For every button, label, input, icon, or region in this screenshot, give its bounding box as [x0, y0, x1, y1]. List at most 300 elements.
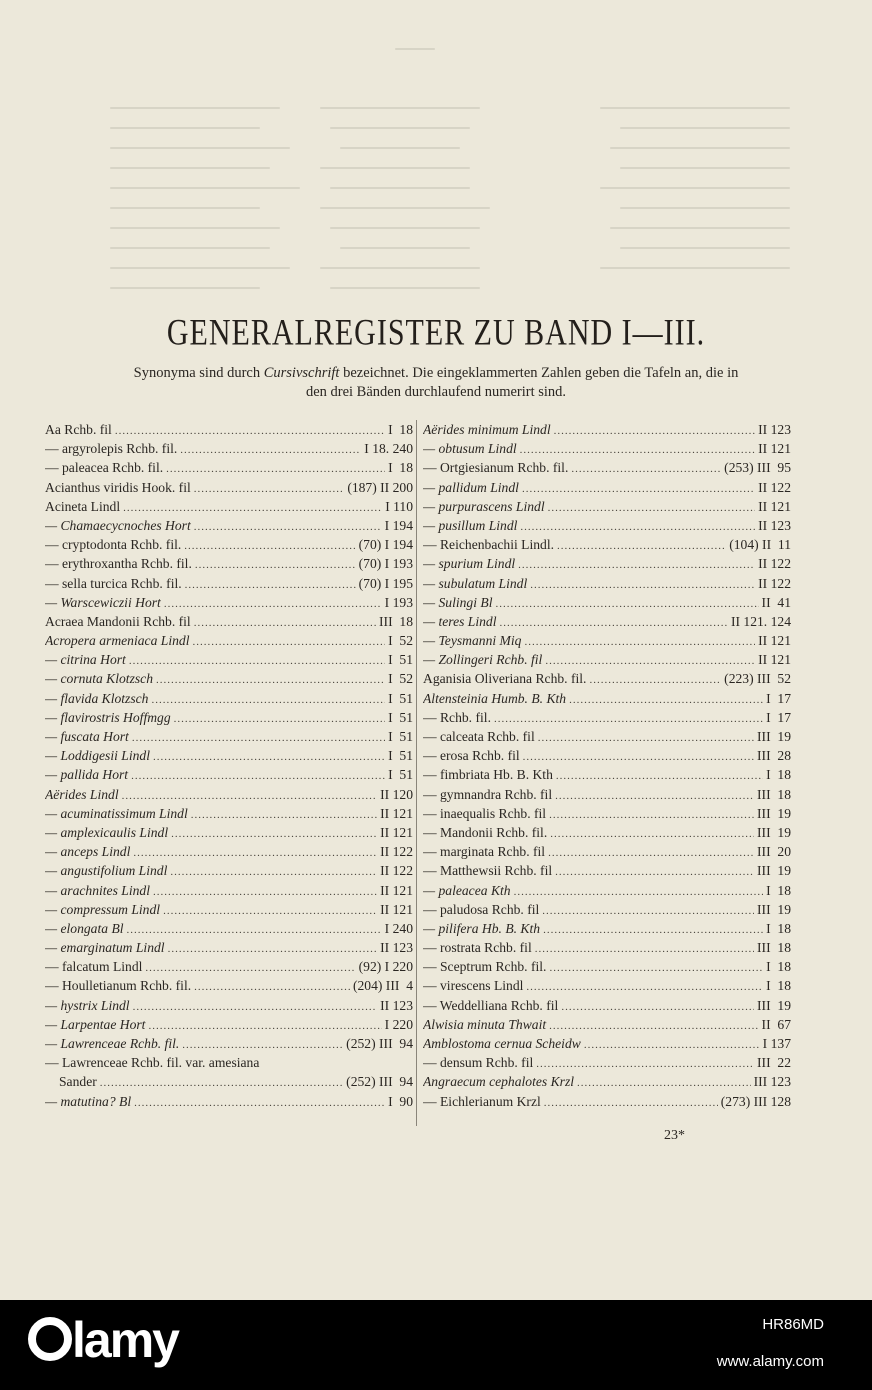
dot-leader — [171, 828, 377, 840]
entry-reference: III 18 — [757, 786, 791, 802]
dot-leader — [168, 943, 378, 955]
index-entry — [45, 1074, 413, 1093]
entry-reference: III 19 — [757, 729, 791, 744]
index-column-left — [45, 422, 413, 1113]
dot-leader — [148, 1020, 381, 1032]
index-entry — [423, 806, 791, 825]
watermark-url: www.alamy.com — [716, 1353, 824, 1370]
entry-name: — Teysmanni Miq — [423, 633, 522, 649]
entry-reference: (252) III 94 — [346, 1036, 413, 1051]
dot-leader — [194, 483, 345, 495]
dot-leader — [530, 579, 755, 591]
index-entry — [423, 940, 791, 959]
index-column-right — [423, 422, 791, 1113]
dot-leader — [557, 540, 726, 552]
dot-leader — [192, 636, 385, 648]
entry-name: — Mandonii Rchb. fil. — [423, 824, 548, 840]
page-number: 23* — [664, 1128, 685, 1143]
watermark-banner — [0, 1300, 872, 1390]
entry-reference: I 18 — [388, 460, 413, 476]
entry-name: — virescens Lindl — [423, 978, 524, 994]
entry-name: — paludosa Rchb. fil — [423, 901, 540, 917]
dot-leader — [524, 636, 755, 648]
entry-name: — acuminatissimum Lindl — [45, 805, 188, 821]
entry-reference: I 17 — [766, 690, 791, 706]
dot-leader — [500, 617, 728, 629]
entry-reference: III 28 — [757, 748, 791, 764]
entry-name: — pallidum Lindl — [423, 479, 519, 495]
logo-text: lamy — [72, 1312, 178, 1368]
dot-leader — [194, 617, 376, 629]
entry-name: — hystrix Lindl — [45, 997, 130, 1013]
index-entry — [45, 806, 413, 825]
entry-reference: I 18 — [388, 422, 413, 437]
entry-reference: (273) III 128 — [720, 1093, 791, 1109]
entry-name: — compressum Lindl — [45, 901, 161, 917]
alamy-logo — [28, 1310, 178, 1370]
index-entry — [423, 422, 791, 441]
entry-reference: II 122 — [758, 479, 791, 495]
entry-reference: (223) III 52 — [724, 671, 791, 687]
entry-name: — pallida Hort — [45, 767, 129, 783]
entry-name: — densum Rchb. fil — [423, 1055, 534, 1071]
index-entry — [45, 480, 413, 499]
entry-reference: III 19 — [757, 824, 791, 840]
index-entry — [423, 921, 791, 940]
index-entry — [423, 480, 791, 499]
entry-reference: I 240 — [384, 920, 413, 936]
entry-reference: I 17 — [766, 709, 791, 725]
entry-name: — calceata Rchb. fil — [423, 729, 535, 744]
index-entry — [45, 671, 413, 690]
entry-reference: I 193 — [384, 594, 413, 610]
image-code: HR86MD — [762, 1316, 824, 1333]
entry-name: — gymnandra Rchb. fil — [423, 786, 553, 802]
dot-leader — [544, 1097, 718, 1109]
dot-leader — [185, 579, 356, 591]
index-entry — [45, 1094, 413, 1113]
index-entry — [45, 883, 413, 902]
intro-note-line2: den drei Bänden durchlaufend numerirt sind. — [305, 384, 567, 400]
index-entry — [423, 998, 791, 1017]
entry-name: Alwisia minuta Thwait — [423, 1016, 547, 1032]
index-entry — [423, 595, 791, 614]
dot-leader — [549, 1020, 758, 1032]
entry-name: Angraecum cephalotes Krzl — [423, 1074, 575, 1090]
dot-leader — [194, 521, 382, 533]
entry-reference: I 51 — [388, 729, 413, 744]
entry-reference: (187) II 200 — [347, 479, 413, 495]
dot-leader — [554, 425, 756, 437]
entry-reference: I 51 — [388, 690, 413, 706]
dot-leader — [182, 1039, 343, 1051]
entry-name: Acianthus viridis Hook. fil — [45, 479, 191, 495]
dot-leader — [555, 790, 754, 802]
dot-leader — [194, 981, 350, 993]
dot-leader — [129, 655, 385, 667]
entry-reference: II 121 — [380, 824, 413, 840]
dot-leader — [195, 559, 356, 571]
entry-name: — flavirostris Hoffmgg — [45, 709, 171, 725]
entry-reference: II 41 — [761, 594, 791, 610]
entry-reference: I 51 — [388, 709, 413, 725]
dot-leader — [561, 1001, 754, 1013]
column-divider — [416, 420, 417, 1126]
dot-leader — [569, 694, 763, 706]
dot-leader — [153, 751, 385, 763]
dot-leader — [545, 655, 755, 667]
dot-leader — [163, 905, 377, 917]
entry-name: — Weddelliana Rchb. fil — [423, 997, 559, 1013]
entry-reference: (104) II 11 — [729, 537, 791, 553]
entry-reference: I 18 — [766, 959, 791, 975]
entry-name: — subulatum Lindl — [423, 575, 528, 591]
entry-reference: II 121 — [380, 882, 413, 898]
dot-leader — [538, 732, 754, 744]
entry-name: — Rchb. fil. — [423, 709, 491, 725]
logo-a-icon — [28, 1317, 72, 1361]
index-entry — [423, 902, 791, 921]
dot-leader — [174, 713, 385, 725]
entry-name: Aganisia Oliveriana Rchb. fil. — [423, 671, 587, 687]
dot-leader — [100, 1077, 343, 1089]
entry-reference: II 120 — [380, 786, 413, 802]
entry-name: Aërides Lindl — [45, 786, 119, 802]
entry-name: — Chamaecycnoches Hort — [45, 517, 191, 533]
index-entry — [45, 959, 413, 978]
entry-reference: II 122 — [380, 863, 413, 879]
entry-name: — emarginatum Lindl — [45, 940, 165, 956]
index-entry — [45, 729, 413, 748]
index-entry — [423, 441, 791, 460]
entry-name: — teres Lindl — [423, 613, 497, 629]
dot-leader — [520, 521, 755, 533]
entry-reference: I 18 — [766, 767, 791, 783]
index-entry — [45, 441, 413, 460]
entry-name: — Reichenbachii Lindl. — [423, 537, 554, 553]
entry-name: — Ortgiesianum Rchb. fil. — [423, 460, 569, 476]
dot-leader — [549, 809, 754, 821]
entry-name: — erosa Rchb. fil — [423, 748, 520, 764]
entry-reference: (204) III 4 — [352, 978, 413, 994]
entry-reference: II 123 — [758, 517, 791, 533]
index-entry — [423, 863, 791, 882]
entry-name: — cryptodonta Rchb. fil. — [45, 537, 182, 553]
entry-reference: II 121 — [758, 441, 791, 457]
entry-reference: (253) III 95 — [724, 460, 791, 476]
entry-reference: III 22 — [757, 1055, 791, 1071]
entry-reference: I 194 — [384, 517, 413, 533]
entry-reference: I 51 — [388, 652, 413, 668]
index-entry — [45, 1055, 413, 1074]
intro-note-part2: bezeichnet. Die eingeklammerten Zahlen geben die Tafeln an, die in — [339, 365, 739, 381]
index-entry — [45, 556, 413, 575]
entry-reference: II 121 — [758, 633, 791, 649]
entry-reference: II 122 — [758, 575, 791, 591]
entry-name: — paleacea Kth — [423, 882, 511, 898]
index-entry — [45, 787, 413, 806]
entry-name: — inaequalis Rchb. fil — [423, 805, 547, 821]
entry-reference: III 123 — [753, 1074, 791, 1090]
entry-name: Aërides minimum Lindl — [423, 422, 551, 437]
page-title: GENERALREGISTER ZU BAND I—III. — [166, 312, 706, 354]
entry-reference: (70) I 194 — [358, 537, 413, 553]
entry-reference: (92) I 220 — [358, 959, 413, 975]
index-entry — [423, 576, 791, 595]
dot-leader — [151, 694, 385, 706]
index-entry — [45, 614, 413, 633]
dot-leader — [571, 463, 721, 475]
dot-leader — [170, 866, 377, 878]
dot-leader — [134, 1097, 385, 1109]
index-entry — [423, 691, 791, 710]
dot-leader — [548, 502, 756, 514]
entry-reference: III 20 — [757, 844, 791, 860]
entry-name: — flavida Klotzsch — [45, 690, 149, 706]
entry-reference: I 18 — [766, 978, 791, 994]
entry-name: — obtusum Lindl — [423, 441, 517, 457]
dot-leader — [494, 713, 763, 725]
entry-name: — Zollingeri Rchb. fil — [423, 652, 543, 668]
entry-name: Altensteinia Humb. B. Kth — [423, 690, 567, 706]
index-entry — [423, 1017, 791, 1036]
index-entry — [423, 1094, 791, 1113]
dot-leader — [549, 962, 763, 974]
index-entry — [423, 614, 791, 633]
entry-reference: (252) III 94 — [346, 1074, 413, 1090]
entry-reference: I 18. 240 — [364, 441, 413, 457]
index-entry — [423, 633, 791, 652]
entry-name: Acropera armeniaca Lindl — [45, 633, 190, 649]
index-entry — [423, 978, 791, 997]
entry-name: — sella turcica Rchb. fil. — [45, 575, 182, 591]
dot-leader — [145, 962, 355, 974]
entry-name: — citrina Hort — [45, 652, 126, 668]
entry-name: Amblostoma cernua Scheidw — [423, 1036, 581, 1051]
index-entry — [45, 691, 413, 710]
index-entry — [423, 844, 791, 863]
entry-name: Aa Rchb. fil — [45, 422, 112, 437]
dot-leader — [156, 674, 385, 686]
dot-leader — [518, 559, 755, 571]
entry-reference: II 121 — [758, 498, 791, 514]
index-entry — [423, 460, 791, 479]
dot-leader — [550, 828, 754, 840]
entry-name: — fimbriata Hb. B. Kth — [423, 767, 553, 783]
index-entry — [423, 1036, 791, 1055]
entry-reference: II 122 — [380, 844, 413, 860]
entry-name: — spurium Lindl — [423, 556, 516, 572]
entry-reference: III 19 — [757, 863, 791, 879]
index-entry — [45, 940, 413, 959]
entry-reference: III 19 — [757, 997, 791, 1013]
dot-leader — [514, 886, 763, 898]
entry-name: — paleacea Rchb. fil. — [45, 460, 164, 476]
index-entry — [45, 863, 413, 882]
index-entry — [45, 844, 413, 863]
index-entry — [423, 959, 791, 978]
entry-name: — purpurascens Lindl — [423, 498, 545, 514]
dot-leader — [523, 751, 754, 763]
entry-reference: I 51 — [388, 748, 413, 764]
entry-name: — pusillum Lindl — [423, 517, 518, 533]
index-entry — [423, 537, 791, 556]
index-entry — [45, 537, 413, 556]
entry-name: — anceps Lindl — [45, 844, 131, 860]
dot-leader — [542, 905, 754, 917]
entry-reference: I 52 — [388, 633, 413, 649]
dot-leader — [536, 1058, 754, 1070]
entry-reference: I 137 — [762, 1036, 791, 1051]
intro-note-part1: Synonyma sind durch — [133, 365, 264, 381]
index-entry — [45, 422, 413, 441]
index-entry — [423, 710, 791, 729]
dot-leader — [548, 847, 754, 859]
dot-leader — [495, 598, 758, 610]
dot-leader — [577, 1077, 751, 1089]
entry-reference: II 67 — [761, 1016, 791, 1032]
index-entry — [423, 748, 791, 767]
entry-name: — Sceptrum Rchb. fil. — [423, 959, 547, 975]
entry-name: — cornuta Klotzsch — [45, 671, 153, 687]
index-entry — [423, 729, 791, 748]
entry-name: — angustifolium Lindl — [45, 863, 168, 879]
index-entry — [45, 499, 413, 518]
dot-leader — [535, 943, 754, 955]
index-entry — [45, 633, 413, 652]
dot-leader — [543, 924, 763, 936]
entry-reference: (70) I 193 — [358, 556, 413, 572]
entry-reference: II 121. 124 — [730, 613, 791, 629]
dot-leader — [131, 770, 385, 782]
index-entry — [423, 556, 791, 575]
entry-name: — fuscata Hort — [45, 729, 129, 744]
entry-reference: I 18 — [766, 920, 791, 936]
entry-reference: III 18 — [379, 613, 413, 629]
entry-reference: III 19 — [757, 901, 791, 917]
dot-leader — [122, 790, 378, 802]
entry-name: — Lawrenceae Rchb. fil. var. amesiana — [45, 1055, 260, 1071]
index-entry — [423, 825, 791, 844]
dot-leader — [555, 866, 754, 878]
index-entry — [45, 460, 413, 479]
dot-leader — [522, 483, 755, 495]
entry-reference: II 121 — [758, 652, 791, 668]
dot-leader — [520, 444, 755, 456]
entry-name: — Houlletianum Rchb. fil. — [45, 978, 192, 994]
entry-reference: III 19 — [757, 805, 791, 821]
index-entry — [45, 595, 413, 614]
entry-name: Acineta Lindl — [45, 498, 121, 514]
index-entry — [45, 998, 413, 1017]
entry-reference: I 51 — [388, 767, 413, 783]
entry-name: — Warscewiczii Hort — [45, 594, 161, 610]
index-entry — [45, 710, 413, 729]
dot-leader — [191, 809, 377, 821]
index-entry — [45, 902, 413, 921]
entry-name: — Eichlerianum Krzl — [423, 1093, 541, 1109]
dot-leader — [526, 981, 763, 993]
entry-name: — Larpentae Hort — [45, 1016, 146, 1032]
entry-name: Sander — [59, 1074, 97, 1090]
entry-name: — matutina? Bl — [45, 1093, 132, 1109]
entry-name: — pilifera Hb. B. Kth — [423, 920, 541, 936]
entry-name: — falcatum Lindl — [45, 959, 143, 975]
entry-reference: II 122 — [758, 556, 791, 572]
entry-name: — Sulingi Bl — [423, 594, 493, 610]
index-entry — [45, 978, 413, 997]
index-entry — [45, 1017, 413, 1036]
index-entry — [45, 767, 413, 786]
dot-leader — [127, 924, 382, 936]
intro-note-italic: Cursivschrift — [263, 365, 340, 381]
dot-leader — [180, 444, 361, 456]
entry-reference: II 121 — [380, 901, 413, 917]
dot-leader — [115, 425, 385, 437]
entry-name: — erythroxantha Rchb. fil. — [45, 556, 192, 572]
index-entry — [45, 518, 413, 537]
dot-leader — [164, 598, 382, 610]
entry-name: — amplexicaulis Lindl — [45, 824, 169, 840]
entry-name: — arachnites Lindl — [45, 882, 150, 898]
index-entry — [423, 787, 791, 806]
entry-reference: I 52 — [388, 671, 413, 687]
index-entry — [423, 767, 791, 786]
entry-reference: II 123 — [758, 422, 791, 437]
index-entry — [423, 883, 791, 902]
entry-reference: (70) I 195 — [358, 575, 413, 591]
entry-reference: I 220 — [384, 1016, 413, 1032]
entry-reference: I 110 — [385, 498, 413, 514]
dot-leader — [133, 1001, 378, 1013]
entry-reference: III 18 — [757, 940, 791, 956]
index-entry — [423, 652, 791, 671]
index-entry — [423, 499, 791, 518]
dot-leader — [133, 847, 377, 859]
index-entry — [45, 652, 413, 671]
index-entry — [423, 1074, 791, 1093]
dot-leader — [589, 674, 721, 686]
entry-name: — Loddigesii Lindl — [45, 748, 150, 764]
dot-leader — [584, 1039, 760, 1051]
dot-leader — [153, 886, 377, 898]
entry-name: — Lawrenceae Rchb. fil. — [45, 1036, 180, 1051]
index-entry — [45, 748, 413, 767]
entry-reference: II 123 — [380, 940, 413, 956]
index-entry — [45, 921, 413, 940]
entry-name: — rostrata Rchb. fil — [423, 940, 532, 956]
index-entry — [45, 576, 413, 595]
index-entry — [423, 518, 791, 537]
dot-leader — [166, 463, 385, 475]
entry-reference: I 18 — [766, 882, 791, 898]
dot-leader — [184, 540, 355, 552]
entry-name: Acraea Mandonii Rchb. fil — [45, 613, 191, 629]
dot-leader — [132, 732, 385, 744]
entry-name: — elongata Bl — [45, 920, 124, 936]
entry-reference: II 121 — [380, 805, 413, 821]
index-entry — [423, 671, 791, 690]
index-entry — [45, 825, 413, 844]
entry-name: — Matthewsii Rchb. fil — [423, 863, 553, 879]
intro-note — [46, 364, 826, 402]
entry-name: — argyrolepis Rchb. fil. — [45, 441, 178, 457]
dot-leader — [556, 770, 763, 782]
entry-name: — marginata Rchb. fil — [423, 844, 546, 860]
index-entry — [45, 1036, 413, 1055]
entry-reference: I 90 — [388, 1093, 413, 1109]
dot-leader — [123, 502, 382, 514]
